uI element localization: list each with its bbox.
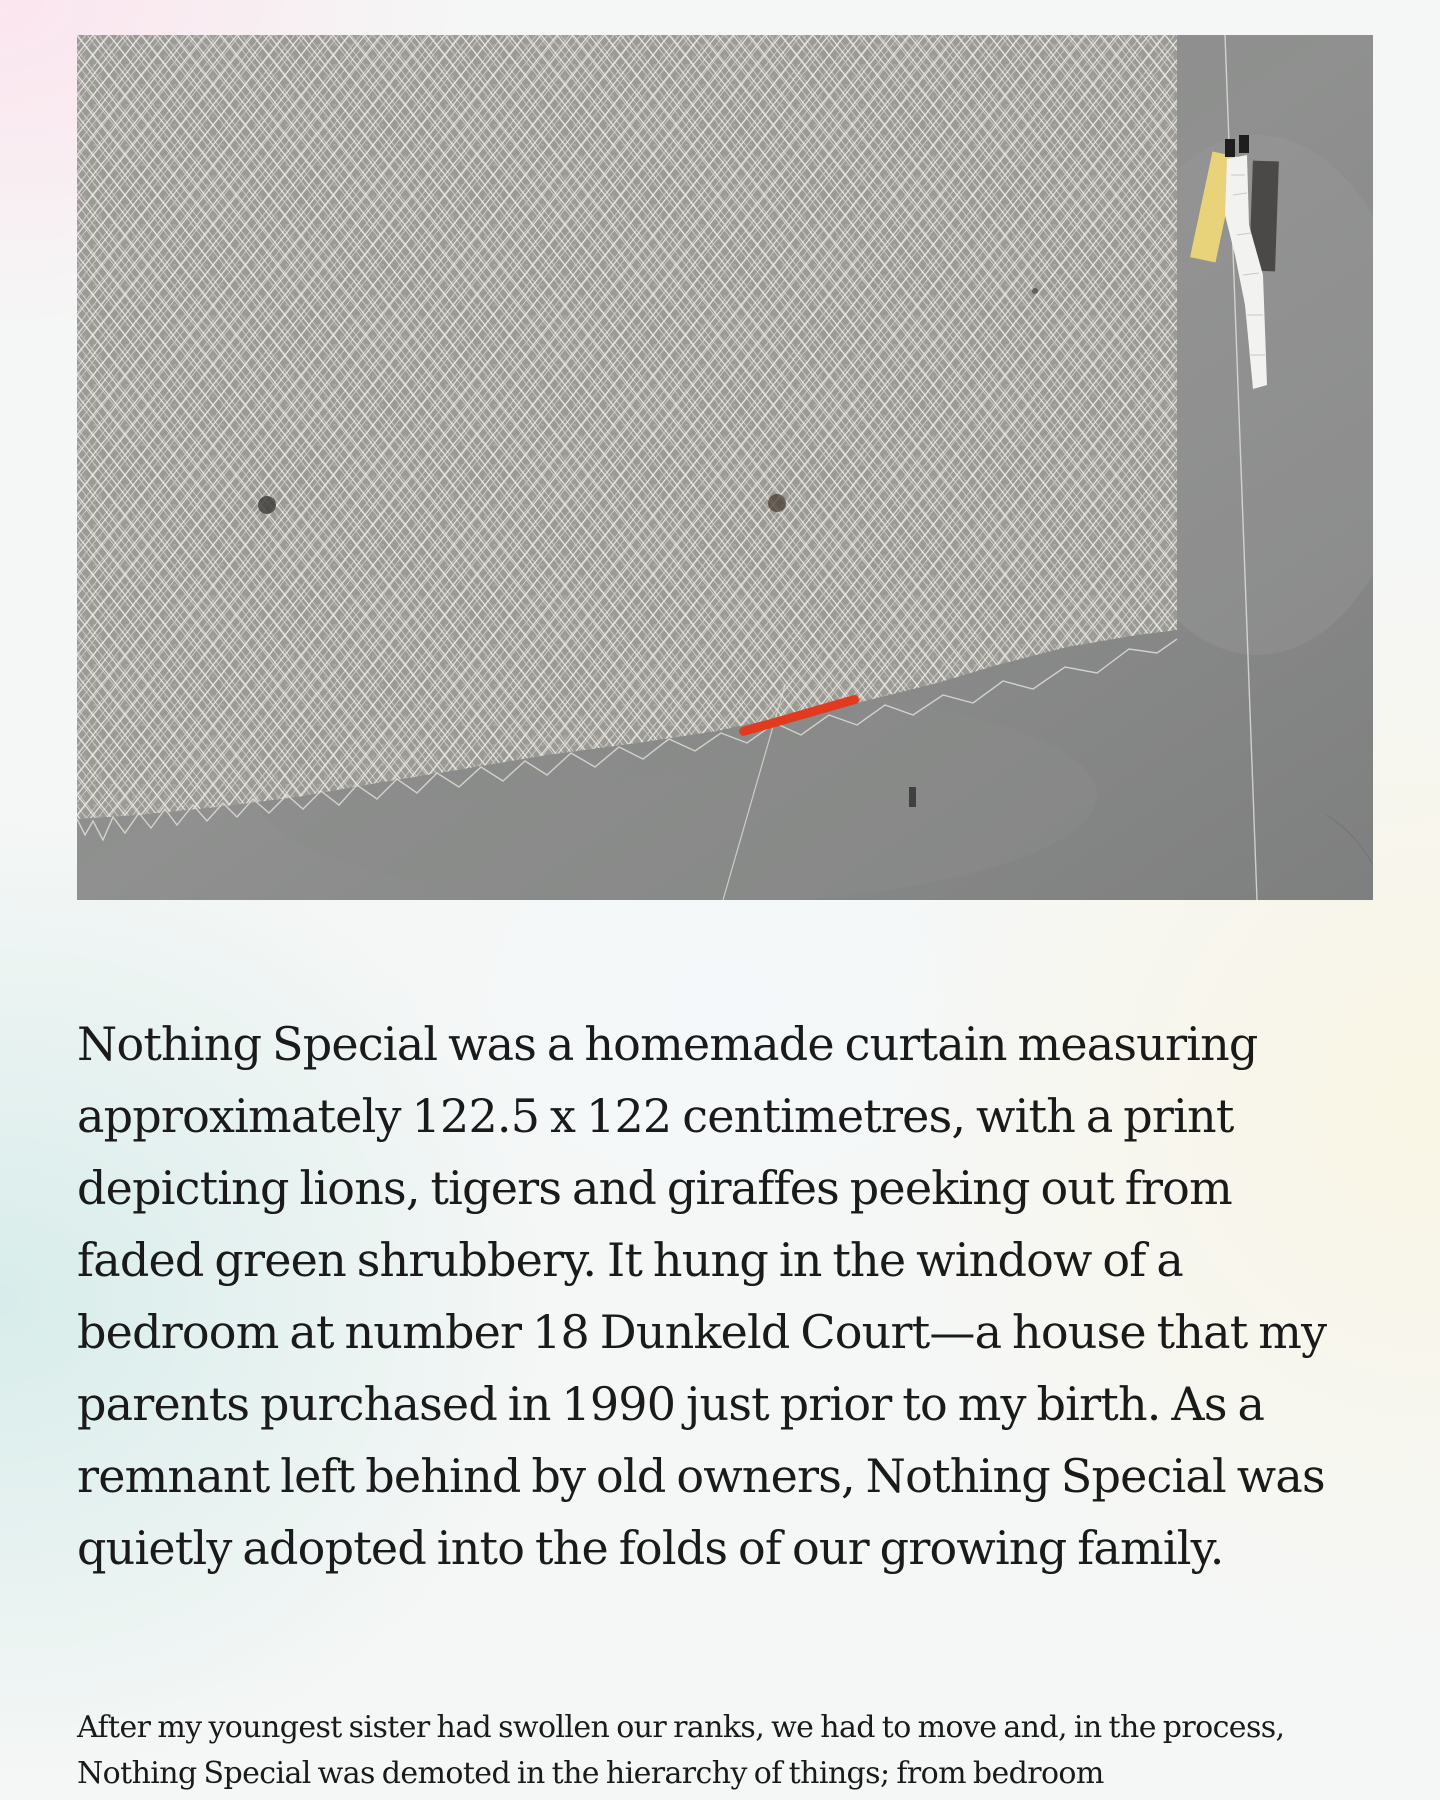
- binder-clip: [1225, 139, 1235, 157]
- artwork-photo: [77, 35, 1373, 900]
- lead-paragraph: Nothing Special was a homemade curtain measuring approximately 122.5 x 122 centimetres, with a print depicting lions, tigers and giraffes peeking out from faded green shrubbery. It hung in the window of a bedroom at number 18 Dunkeld Court—a house that my parents purchased in 1990 just prior to my birth. As a remnant left behind by old owners, Nothing Special was quietly adopted into the folds of our growing family.: [77, 1017, 1327, 1575]
- artwork-photo-graphic: [77, 35, 1373, 900]
- body-paragraph: After my youngest sister had swollen our ranks, we had to move and, in the process, Nothing Special was demoted in the hierarchy of things; from bedroom: [77, 1710, 1285, 1791]
